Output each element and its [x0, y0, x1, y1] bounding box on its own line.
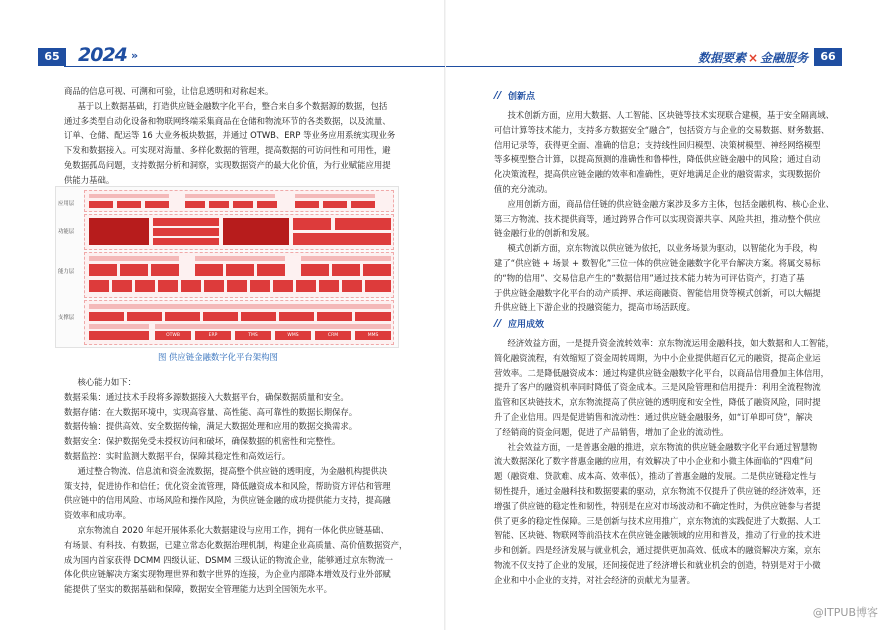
text-line: 技术创新方面，应用大数据、人工智能、区块链等技术实现联合建模，基于安全隔离域、 — [507, 110, 835, 120]
page-gutter — [444, 0, 446, 630]
diagram-block — [195, 264, 223, 276]
diagram-block — [165, 312, 200, 321]
diagram-block — [295, 201, 319, 208]
diagram-block — [317, 312, 352, 321]
core-capabilities-title: 核心能力如下： — [77, 377, 137, 387]
left-page-number: 65 — [38, 48, 66, 66]
text-line: 免数据孤岛问题，支持数据分析和洞察，实现数据资产的最大化价值，为行业赋能应用提 — [64, 159, 391, 170]
diagram-block — [153, 218, 219, 226]
text-line: 化决策流程，提高供应链金融的效率和准确性，更好地满足企业的融资需求，实现数据价 — [494, 169, 821, 180]
text-line: 供能力基础。 — [64, 174, 115, 185]
text-line: 供了更多的稳定性保障。三是创新与技术应用推广，京东物流的实践促进了大数据、人工 — [494, 515, 821, 526]
diagram-block — [301, 256, 391, 261]
left-text-bottom — [64, 375, 408, 597]
paragraph-integration — [64, 464, 402, 523]
diagram-block — [335, 218, 391, 230]
text-line: 简化融资流程，有效缩短了资金周转周期，为中小企业提供超百亿元的融资，提高企业运 — [494, 352, 821, 363]
text-line: 智能、区块链、物联网等前沿技术在供应链金融领域的应用和普及，推动了行业的技术进 — [494, 530, 821, 541]
section-title-part1: 数据要素 — [698, 51, 747, 65]
diagram-block — [223, 218, 289, 245]
diagram-module-mms: MMS — [355, 331, 391, 340]
diagram-block — [227, 280, 247, 292]
text-line: 建了“供应链 + 场景 + 数智化”三位一体的供应链金融数字化平台解决方案。将属交易标 — [494, 257, 821, 268]
text-line: 下发和数据接入。可实现对海量、多样化数据的管理，提高数据的可访问性和可用性，避 — [64, 145, 391, 156]
diagram-block — [89, 256, 179, 261]
core-item-collection: 数据采集：通过技术手段将多源数据接入大数据平台，确保数据质量和安全。 — [64, 391, 349, 402]
diagram-block — [203, 312, 238, 321]
diagram-block — [355, 312, 391, 321]
paragraph-social-benefits — [494, 440, 840, 588]
diagram-layer-label: 能力层 — [58, 269, 75, 275]
heading-results-text: 应用成效 — [508, 320, 545, 330]
diagram-block — [158, 280, 178, 292]
diagram-block — [89, 280, 109, 292]
diagram-caption: 图 供应链金融数字化平台架构图 — [158, 352, 278, 362]
diagram-block — [293, 218, 331, 230]
diagram-block — [365, 280, 391, 292]
diagram-block — [155, 324, 391, 329]
diagram-module-erp: ERP — [195, 331, 231, 340]
text-line: 等多模型整合计算，以提高预测的准确性和鲁棒性，降低供应链金融中的风险；通过自动 — [494, 154, 821, 165]
text-line: 应用创新方面，商品信任链的供应链金融方案涉及多方主体，包括金融机构、核心企业、 — [507, 198, 835, 209]
paragraph-tech-innovation — [494, 108, 840, 197]
diagram-block — [226, 264, 254, 276]
text-line: 供应链中的信用风险、市场风险和操作风险，为供应链金融的成功提供能力支持，提高融 — [64, 495, 391, 506]
diagram-block — [301, 264, 329, 276]
diagram-block — [89, 304, 391, 309]
diagram-block — [153, 238, 219, 245]
heading-innovation-text: 创新点 — [508, 92, 536, 102]
diagram-block — [233, 201, 253, 208]
text-line: 能提供了坚实的数据基础和保障，数据安全管理能力达到全国领先水平。 — [64, 584, 332, 595]
right-page-number: 66 — [814, 48, 842, 66]
diagram-block — [273, 280, 293, 292]
right-text-results — [494, 336, 840, 588]
diagram-block — [293, 233, 391, 245]
diagram-block — [257, 264, 285, 276]
diagram-block — [195, 256, 285, 261]
diagram-block — [89, 218, 149, 245]
chevron-icon: » — [131, 49, 139, 62]
section-title — [698, 49, 808, 66]
diagram-block — [209, 201, 229, 208]
paragraph-app-innovation — [494, 197, 840, 241]
diagram-layer-label: 应用层 — [58, 201, 75, 207]
diagram-block — [332, 264, 360, 276]
diagram-block — [127, 312, 162, 321]
text-line: 有场景、有科技、有数据，已建立常态化数据治理机制，构建企业高质量、高价值数据资产， — [64, 539, 408, 550]
left-text-top — [64, 84, 402, 188]
text-line: 提升了客户的融资机率同时降低了资金成本。三是风险管理和信用提升：利用全流程物流 — [494, 382, 821, 393]
diagram-support-layer — [84, 300, 394, 345]
text-line: 模式创新方面，京东物流以供应链为依托，以业务场景为驱动，以智能化为手段，构 — [507, 243, 818, 254]
diagram-block — [89, 264, 117, 276]
diagram-block — [279, 312, 314, 321]
text-line: 升供应链上下游企业的投融资能力，提高市场活跃度。 — [494, 302, 695, 313]
right-text-innovation — [494, 108, 840, 315]
text-line: 升了企业信用。四是促进销售和流动性：通过供应链金融服务，如“订单即可贷”，解决 — [494, 411, 813, 422]
paragraph-model-innovation — [494, 241, 840, 315]
diagram-block — [89, 201, 113, 208]
diagram-block — [181, 280, 201, 292]
diagram-block — [342, 280, 362, 292]
text-line: 可信计算等技术能力，支持多方数据安全“融合”，包括资方与企业的交易数据、财务数据、 — [494, 124, 830, 135]
diagram-block — [185, 194, 275, 198]
diagram-block — [319, 280, 339, 292]
diagram-block — [89, 194, 169, 198]
text-line: 监管和区块链技术，京东物流提高了供应链的透明度和安全性，降低了融资风险，同时提 — [494, 397, 821, 408]
diagram-block — [295, 194, 375, 198]
text-line: 策支持，促进协作和信任；优化资金流管理，降低融资成本和风险，帮助资方评估和管理 — [64, 480, 391, 491]
watermark: @ITPUB博客 — [812, 606, 878, 619]
diagram-application-layer — [84, 190, 394, 212]
core-item-monitoring: 数据监控：实时监测大数据平台，保障其稳定性和高效运行。 — [64, 450, 291, 461]
header-rule-right — [446, 66, 794, 67]
text-line: 成为国内首家获得 DCMM 四级认证、DSMM 三级认证的物流企业，能够通过京东物流一 — [64, 554, 393, 565]
diagram-module-crm: CRM — [315, 331, 351, 340]
text-line: 了经销商的资金问题，促进了产品销售，增加了企业的流动性。 — [494, 426, 729, 437]
text-line: 通过多类型自动化设备和物联网终端采集商品在仓储和物流环节的各类数据，以及流量、 — [64, 115, 391, 126]
text-line: 经济效益方面，一是提升资金流转效率：京东物流运用金融科技，如大数据和人工智能， — [507, 338, 835, 348]
text-line: 链金融行业的创新和发展。 — [494, 228, 595, 239]
text-line: 于供应链金融数字化平台的动产质押、承运商融资、智能信用贷等模式创新，可以大幅提 — [494, 287, 821, 298]
architecture-diagram — [55, 186, 399, 348]
diagram-block — [117, 201, 141, 208]
diagram-layer-label: 支撑层 — [58, 315, 75, 321]
text-line: 京东物流自 2020 年起开展体系化大数据建设与应用工作，拥有一体化供应链基础、 — [77, 524, 389, 535]
text-line: 第三方物流、技术提供商等，通过跨界合作可以实现资源共享、风险共担，推动整个供应 — [494, 213, 821, 224]
diagram-block — [241, 312, 276, 321]
core-item-transfer: 数据传输：提供高效、安全数据传输，满足大数据处理和应用的数据交换需求。 — [64, 421, 358, 432]
diagram-block — [135, 280, 155, 292]
diagram-block — [363, 264, 391, 276]
diagram-block — [257, 201, 277, 208]
text-line: 增强了供应链的稳定性和韧性，特别是在应对市场波动和不确定性时，为供应链参与者提 — [494, 500, 821, 511]
diagram-module-tms: TMS — [235, 331, 271, 340]
diagram-layer-label: 功能层 — [58, 229, 75, 235]
text-line: 体化供应链解决方案实现物理世界和数字世界的连接，为企业内部降本增效及行业外部赋 — [64, 569, 391, 580]
diagram-function-layer — [84, 214, 394, 250]
text-line: 基于以上数据基础，打造供应链金融数字化平台，整合来自多个数据源的数据，包括 — [77, 100, 388, 111]
paragraph-data-foundation — [64, 99, 402, 188]
diagram-block — [89, 324, 149, 329]
diagram-block — [323, 201, 347, 208]
section-title-separator: × — [748, 51, 759, 65]
diagram-block — [153, 228, 219, 236]
diagram-block — [296, 280, 316, 292]
paragraph-intro: 商品的信息可视、可溯和可验，让信息透明和对称起来。 — [64, 86, 274, 96]
year-logo: 2024 — [78, 44, 127, 66]
text-line: 题（融资难、贷款难、成本高、效率低），推动了普惠金融的发展。二是供应链稳定性与 — [494, 471, 817, 482]
heading-results — [494, 318, 544, 332]
heading-innovation — [494, 90, 535, 104]
text-line: 信用记录等，获得更全面、准确的信息；支持线性回归模型、决策树模型、神经网络模型 — [494, 139, 821, 150]
diagram-module-wms: WMS — [275, 331, 311, 340]
text-line: 社会效益方面，一是普惠金融的推进，京东物流的供应链金融数字化平台通过智慧物 — [507, 441, 818, 452]
text-line: 物流不仅支持了企业的发展，还间接促进了经济增长和就业机会的创造，特别是对于小微 — [494, 559, 821, 570]
text-line: 资效率和成功率。 — [64, 510, 131, 521]
core-item-storage: 数据存储：在大数据环境中，实现高容量、高性能、高可靠性的数据长期保存。 — [64, 406, 358, 417]
section-title-part2: 金融服务 — [760, 51, 809, 65]
diagram-block — [204, 280, 224, 292]
header-rule-left — [64, 66, 445, 67]
text-line: 企业和中小企业的支持，对社会经济的贡献尤为显著。 — [494, 574, 695, 585]
diagram-block — [185, 201, 205, 208]
diagram-module-otwb: OTWB — [155, 331, 191, 340]
paragraph-economic-benefits — [494, 336, 840, 440]
diagram-block — [89, 331, 149, 340]
text-line: 流大数据深化了数字普惠金融的应用，有效解决了中小企业和小微主体面临的“四难”问 — [494, 456, 813, 467]
diagram-block — [89, 312, 124, 321]
diagram-capability-layer — [84, 252, 394, 298]
diagram-block — [151, 264, 179, 276]
text-line: 值的充分流动。 — [494, 183, 553, 194]
diagram-block — [351, 201, 375, 208]
paragraph-jd-logistics — [64, 523, 408, 597]
core-item-security: 数据安全：保护数据免受未授权访问和破坏，确保数据的机密性和完整性。 — [64, 436, 341, 447]
text-line: 步和创新。四是经济发展与就业机会，通过提供更加高效、低成本的融资解决方案，京东 — [494, 545, 821, 556]
diagram-block — [250, 280, 270, 292]
diagram-block — [112, 280, 132, 292]
diagram-block — [145, 201, 169, 208]
text-line: 订单、仓储、配运等 16 大业务板块数据，并通过 OTWB、ERP 等业务应用系统实现业务 — [64, 130, 396, 141]
text-line: 通过整合物流、信息流和资金流数据，提高整个供应链的透明度，为金融机构提供决 — [77, 465, 388, 476]
text-line: 的“物的信用”、交易信息产生的“数据信用”通过技术能力转为可评估资产，打造了基 — [494, 272, 805, 283]
text-line: 营效率。二是降低融资成本：通过构建供应链金融数字化平台，以商品信用叠加主体信用， — [494, 367, 829, 378]
diagram-block — [120, 264, 148, 276]
text-line: 韧性提升，通过金融科技和数据要素的驱动，京东物流不仅提升了供应链的经济效率，还 — [494, 485, 821, 496]
